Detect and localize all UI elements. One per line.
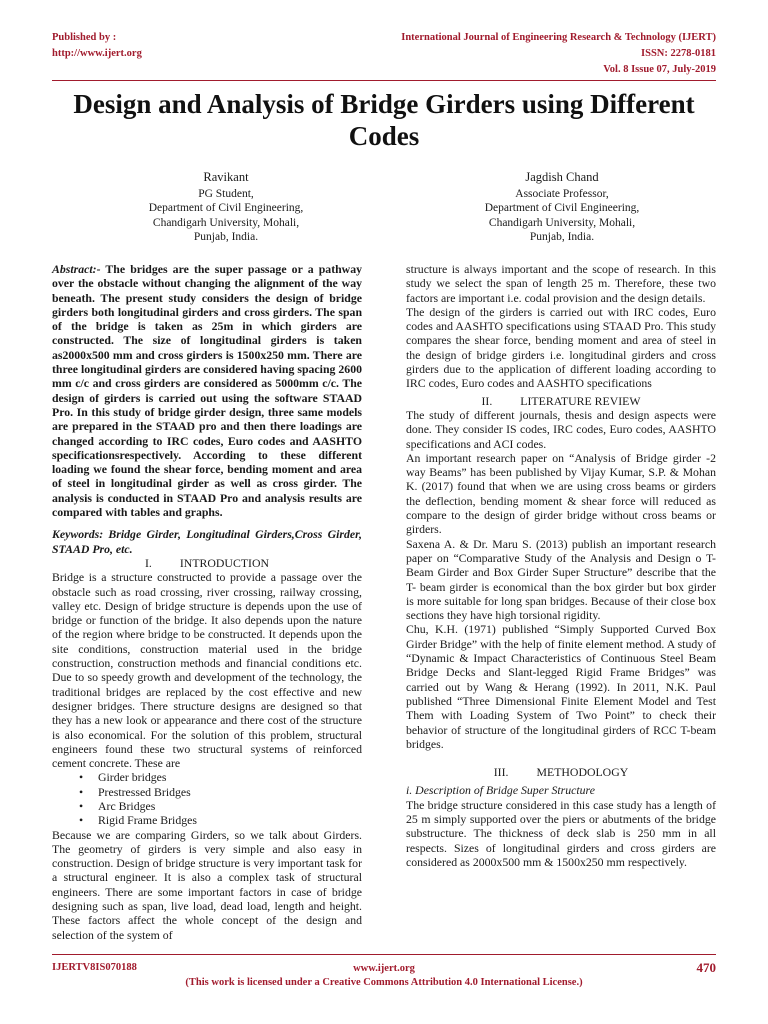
right-column	[406, 262, 716, 869]
author-role: PG Student,	[198, 187, 254, 200]
license-notice: (This work is licensed under a Creative Commons Attribution 4.0 International License.)	[185, 977, 583, 988]
header-journal-info	[401, 30, 716, 78]
keywords	[52, 527, 362, 556]
journal-name: International Journal of Engineering Research & Technology (IJERT)	[401, 32, 716, 43]
section-number: I.	[144, 555, 152, 570]
author-location: Punjab, India.	[529, 231, 595, 243]
paragraph: Bridge is a structure constructed to provide a passage over the obstacle such as road crossing, river crossing, railway crossing, valley etc. Design of bridge structure is depends upon the use of bridge or function of the bridge. It also depends upon the nature of the region where bridge to be constructed. It depends upon the site conditions, construction material used in the bridge construction, construction methods and financial conditions etc. Due to so speedy growth and development of the technology, the traditional bridges are replaced by the cost effective and new designer bridges. There structure designs are designed so that they has a new look or appearance and there cost of the structure is also economical. For the solution of this problem, structural engineers found these two structural systems of reinforced cement concrete. These are	[52, 570, 362, 771]
author-block-2	[412, 170, 712, 245]
header-publisher	[52, 30, 142, 62]
section-heading-introduction	[52, 556, 362, 570]
bridge-types-list	[52, 770, 362, 827]
left-column	[52, 262, 362, 942]
abstract-text: The bridges are the super passage or a pathway over the obstacle without changing the alignment of the way beneath. The present study considers the design of bridge girders both longitudinal girders and cross girders. The span of the bridge is taken as 25m in which girders are constructed. The size of longitudinal girders is taken as2000x500 mm and cross girders is 1500x250 mm. There are three longitudinal girders are considered having spacing 2600 mm c/c and cross girders are considered as 5000mm c/c. The design of girders is carried out using the software STAAD Pro. In this study of bridge girder design, three same models are prepared in the STAAD pro and then there loadings are changed according to IRC codes, Euro codes and AASHTO specificationsrespectively. According to these different loading we found the shear force, bending moment and area of steel in longitudinal girder as well as cross girder. The analysis is conducted in STAAD Pro and analysis results are compared with tables and graphs.	[52, 262, 362, 520]
header-divider	[52, 80, 716, 81]
footer-center	[0, 962, 768, 990]
paragraph: Saxena A. & Dr. Maru S. (2013) publish an important research paper on “Comparative Study of the Analysis and Design o T-Beam Girder and Box Girder Super Structure” describe that the T- beam girder is economical than the box girder but box girder is more suitable for long span bridges. Because of their close box sections they have high torsional rigidity.	[406, 536, 716, 623]
paragraph: Because we are comparing Girders, so we talk about Girders. The geometry of girders is very simple and also easy in construction. Design of bridge structure is very important task for a structural engineer. It is also a complex task of structural engineers. There are some important factors in case of bridge designing such as span, live load, dead load, length and height. These factors affect the whole concept of the design and selection of the system of	[52, 827, 362, 942]
author-university: Chandigarh University, Mohali,	[488, 216, 636, 229]
section-title: METHODOLOGY	[536, 765, 629, 780]
list-item: • Rigid Frame Bridges	[52, 813, 362, 827]
author-name: Ravikant	[203, 170, 249, 184]
author-block-1	[76, 170, 376, 245]
paragraph: An important research paper on “Analysis of Bridge girder -2 way Beams” has been published by Vijay Kumar, S.P. & Mohan K. (2017) found that when we are using cross beams or girders the deflection, bending moment & shear force will reduced as compare to the design of girder bridge without cross beams or girders.	[406, 450, 716, 537]
author-location: Punjab, India.	[193, 231, 259, 243]
subsection-heading: i. Description of Bridge Super Structure	[406, 783, 595, 798]
author-university: Chandigarh University, Mohali,	[152, 216, 300, 229]
author-department: Department of Civil Engineering,	[484, 202, 640, 214]
section-title: INTRODUCTION	[179, 555, 269, 570]
author-name: Jagdish Chand	[525, 170, 599, 184]
abstract-label: Abstract:-	[52, 262, 101, 276]
journal-url-link[interactable]: http://www.ijert.org	[52, 48, 142, 59]
author-department: Department of Civil Engineering,	[148, 202, 304, 214]
published-by-label: Published by :	[52, 32, 117, 43]
journal-volume: Vol. 8 Issue 07, July-2019	[603, 64, 716, 75]
section-heading-methodology	[406, 765, 716, 779]
paragraph: structure is always important and the scope of research. In this study we select the span of length 25 m. Therefore, these two factors are important i.e. codal provision and the design details.	[406, 262, 716, 305]
footer-site-link[interactable]: www.ijert.org	[353, 963, 415, 974]
page-number: 470	[696, 960, 716, 975]
section-heading-literature-review	[406, 394, 716, 408]
section-title: LITERATURE REVIEW	[520, 393, 641, 408]
section-number: III.	[493, 765, 509, 780]
list-item: • Prestressed Bridges	[52, 785, 362, 799]
paragraph: The design of the girders is carried out with IRC codes, Euro codes and AASHTO specifications using STAAD Pro. This study compares the shear force, bending moment and area of steel in the design of bridge girders i.e. longitudinal girders and cross girders due to the application of different loading according to IRC codes, Euro codes and AASHTO specifications	[406, 304, 716, 391]
paragraph: The study of different journals, thesis and design aspects were done. They consider IS codes, IRC codes, Euro codes, AASHTO specifications and ACI codes.	[406, 407, 716, 451]
paper-title: Design and Analysis of Bridge Girders using Different Codes	[73, 89, 695, 151]
abstract	[52, 262, 362, 519]
paragraph: The bridge structure considered in this case study has a length of 25 m simply supported over the piers or abutments of the bridge substructure. The thickness of deck slab is 250 mm in all respects. Sizes of longitudinal girders and cross girders are considered as 2000x500 mm & 1500x250 mm respectively.	[406, 797, 716, 869]
keywords-text: Bridge Girder, Longitudinal Girders,Cross Girder, STAAD Pro, etc.	[52, 527, 362, 556]
footer-divider	[52, 954, 716, 955]
list-item: • Arc Bridges	[52, 799, 362, 813]
list-item: • Girder bridges	[52, 770, 362, 784]
journal-issn: ISSN: 2278-0181	[641, 48, 716, 59]
paragraph: Chu, K.H. (1971) published “Simply Supported Curved Box Girder Bridge” with the help of finite element method. A study of “Dynamic & Impact Characteristics of Continuous Steel Beam Bridge Decks and Slant-legged Rigid Frame Bridges” was carried out by Wang & Herang (1992). In 2011, N.K. Paul published “Three Dimensional Finite Element Model and Test Them with Loading System of Two Point” to check their behavior of structure of the longitudinal girders of RCC T-beam bridges.	[406, 622, 716, 751]
author-role: Associate Professor,	[515, 187, 609, 200]
section-number: II.	[481, 393, 493, 408]
paper-id: IJERTV8IS070188	[52, 962, 137, 973]
keywords-label: Keywords:	[52, 527, 104, 542]
